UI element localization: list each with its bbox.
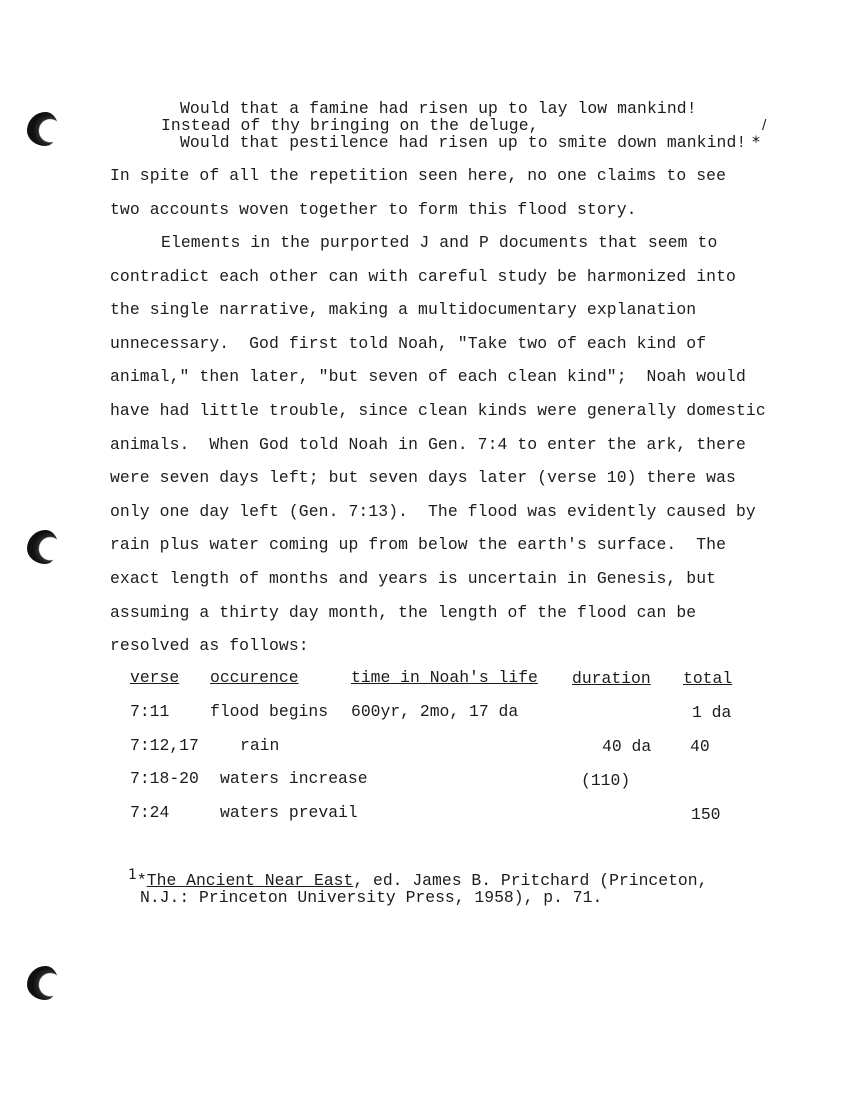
table-cell-total: 1 da	[692, 703, 732, 722]
paragraph2-line: Elements in the purported J and P documents that seem to	[161, 233, 718, 252]
table-cell-verse: 7:11	[130, 702, 170, 721]
table-cell-occurence: waters increase	[220, 769, 368, 788]
paragraph2-line: the single narrative, making a multidocumentary explanation	[110, 300, 697, 320]
paragraph2-line: unnecessary. God first told Noah, "Take two of each kind of	[110, 333, 707, 353]
table-cell-duration: (110)	[581, 771, 631, 790]
table-cell-verse: 7:18-20	[130, 769, 199, 788]
paragraph2-line: exact length of months and years is uncertain in Genesis, but	[110, 569, 717, 588]
poem-line-3: Would that pestilence had risen up to smite down mankind!	[180, 133, 747, 152]
table-header-time: time in Noah's life	[351, 668, 538, 687]
table-cell-verse: 7:24	[130, 803, 170, 822]
paragraph1-line: two accounts woven together to form this flood story.	[110, 199, 637, 219]
footnote-line-2: N.J.: Princeton University Press, 1958), p. 71.	[140, 888, 603, 907]
table-header-total: total	[683, 669, 733, 688]
poem-footnote-asterisk: *	[752, 132, 760, 151]
paragraph2-line: rain plus water coming up from below the earth's surface. The	[110, 535, 727, 555]
table-header-occurence: occurence	[210, 668, 299, 687]
table-cell-occurence: flood begins	[210, 702, 329, 721]
paragraph2-line: resolved as follows:	[110, 636, 309, 656]
paragraph2-line: have had little trouble, since clean kinds were generally domestic	[110, 401, 766, 420]
table-cell-total: 40	[690, 737, 710, 756]
table-cell-occurence: waters prevail	[220, 803, 358, 822]
paragraph2-line: contradict each other can with careful study be harmonized into	[110, 266, 736, 286]
table-header-duration: duration	[572, 669, 651, 688]
footnote-citation-part1: , ed. James B. Pritchard (Princeton,	[353, 871, 708, 890]
table-cell-duration: 40 da	[602, 737, 652, 756]
poem-line-1: Would that a famine had risen up to lay low mankind!	[180, 99, 697, 118]
binder-hole-top	[27, 112, 58, 146]
paragraph2-line: were seven days left; but seven days later (verse 10) there was	[110, 468, 736, 488]
poem-line-2: Instead of thy bringing on the deluge,	[161, 116, 539, 135]
paragraph2-line: assuming a thirty day month, the length of the flood can be	[110, 602, 697, 622]
table-header-verse: verse	[130, 668, 180, 687]
paragraph1-line: In spite of all the repetition seen here, no one claims to see	[110, 166, 727, 185]
paragraph2-line: only one day left (Gen. 7:13). The flood was evidently caused by	[110, 501, 756, 521]
paragraph2-line: animals. When God told Noah in Gen. 7:4 to enter the ark, there	[110, 434, 746, 454]
footnote-book-title: The Ancient Near East	[146, 871, 354, 890]
paragraph2-line: animal," then later, "but seven of each clean kind"; Noah would	[110, 367, 746, 387]
binder-hole-middle	[27, 530, 58, 564]
footnote-mark: *	[136, 871, 147, 890]
footnote-number: 1	[128, 867, 137, 883]
handwritten-footnote-1-mark: /	[762, 118, 767, 133]
table-cell-total: 150	[691, 805, 721, 824]
binder-hole-bottom	[27, 966, 58, 1000]
table-cell-verse: 7:12,17	[130, 736, 199, 755]
table-cell-occurence: rain	[240, 736, 280, 755]
table-cell-time: 600yr, 2mo, 17 da	[351, 702, 519, 721]
